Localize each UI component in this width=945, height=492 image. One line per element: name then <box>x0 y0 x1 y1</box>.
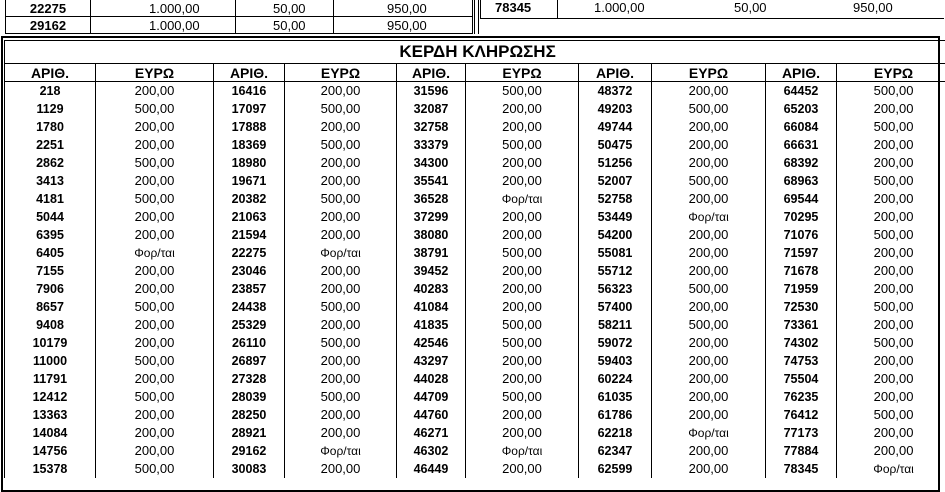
number-cell: 31596 <box>397 82 466 101</box>
table-row <box>5 352 945 370</box>
number-cell: 62218 <box>579 424 652 442</box>
amount-cell: 500,00 <box>466 334 579 352</box>
amount-cell: 200,00 <box>466 208 579 226</box>
number-cell: 17888 <box>214 118 285 136</box>
amount-cell: 500,00 <box>96 154 214 172</box>
number-cell: 68392 <box>766 154 837 172</box>
number-cell: 71678 <box>766 262 837 280</box>
table-row <box>5 100 945 118</box>
amount-cell: 200,00 <box>96 172 214 190</box>
table-row <box>5 316 945 334</box>
amount-cell: 500,00 <box>837 172 945 190</box>
number-cell: 24438 <box>214 298 285 316</box>
amount-cell: 200,00 <box>652 442 766 460</box>
header-amount: ΕΥΡΩ <box>652 64 766 82</box>
number-cell: 32087 <box>397 100 466 118</box>
amount-cell: 500,00 <box>96 190 214 208</box>
amount-cell: 500,00 <box>652 280 766 298</box>
amount-cell: Φορ/ται <box>466 190 579 208</box>
amount-cell: 200,00 <box>285 154 397 172</box>
amount-cell: 1.000,00 <box>91 0 236 17</box>
amount-cell: 500,00 <box>466 316 579 334</box>
table-row <box>5 442 945 460</box>
number-cell: 6395 <box>5 226 96 244</box>
amount-cell: 200,00 <box>96 406 214 424</box>
amount-cell: 500,00 <box>285 388 397 406</box>
amount-cell: 200,00 <box>652 226 766 244</box>
table-row <box>5 388 945 406</box>
number-cell: 53449 <box>579 208 652 226</box>
number-cell: 44028 <box>397 370 466 388</box>
amount-cell: 200,00 <box>96 118 214 136</box>
number-cell: 2251 <box>5 136 96 154</box>
number-cell: 3413 <box>5 172 96 190</box>
number-cell: 61035 <box>579 388 652 406</box>
number-cell: 8657 <box>5 298 96 316</box>
number-cell: 52007 <box>579 172 652 190</box>
amount-cell: 200,00 <box>285 352 397 370</box>
table-row <box>5 82 945 101</box>
table-row <box>5 406 945 424</box>
table-row <box>5 190 945 208</box>
amount-cell: 200,00 <box>652 262 766 280</box>
amount-cell: 200,00 <box>837 424 945 442</box>
amount-cell: 200,00 <box>837 190 945 208</box>
number-cell: 66084 <box>766 118 837 136</box>
table-row <box>5 226 945 244</box>
amount-cell: 200,00 <box>466 118 579 136</box>
amount-cell: 200,00 <box>466 280 579 298</box>
number-cell: 14084 <box>5 424 96 442</box>
number-cell: 62347 <box>579 442 652 460</box>
table-row <box>6 0 473 17</box>
amount-cell: 200,00 <box>96 82 214 101</box>
number-cell: 62599 <box>579 460 652 478</box>
number-cell: 26897 <box>214 352 285 370</box>
number-cell: 71076 <box>766 226 837 244</box>
number-cell: 70295 <box>766 208 837 226</box>
amount-cell: 200,00 <box>96 442 214 460</box>
amount-cell: 200,00 <box>96 334 214 352</box>
table-row <box>5 136 945 154</box>
number-cell: 65203 <box>766 100 837 118</box>
amount-cell: 200,00 <box>96 370 214 388</box>
number-cell: 9408 <box>5 316 96 334</box>
number-cell: 1780 <box>5 118 96 136</box>
number-cell: 76235 <box>766 388 837 406</box>
number-cell: 25329 <box>214 316 285 334</box>
number-cell: 78345 <box>495 0 531 16</box>
number-cell: 18980 <box>214 154 285 172</box>
amount-cell: 500,00 <box>837 298 945 316</box>
number-cell: 7906 <box>5 280 96 298</box>
number-cell: 37299 <box>397 208 466 226</box>
number-cell: 55712 <box>579 262 652 280</box>
amount-cell: Φορ/ται <box>96 244 214 262</box>
amount-cell: 500,00 <box>96 100 214 118</box>
number-cell: 27328 <box>214 370 285 388</box>
number-cell: 57400 <box>579 298 652 316</box>
amount-cell: 200,00 <box>285 226 397 244</box>
amount-cell: 50,00 <box>236 0 334 17</box>
number-cell: 49203 <box>579 100 652 118</box>
amount-cell: 200,00 <box>285 316 397 334</box>
number-cell: 32758 <box>397 118 466 136</box>
amount-cell: 200,00 <box>652 298 766 316</box>
table-row <box>5 298 945 316</box>
number-cell: 18369 <box>214 136 285 154</box>
number-cell: 44709 <box>397 388 466 406</box>
number-cell: 14756 <box>5 442 96 460</box>
amount-cell: 500,00 <box>285 190 397 208</box>
header-number: ΑΡΙΘ. <box>766 64 837 82</box>
amount-cell: 200,00 <box>285 460 397 478</box>
number-cell: 30083 <box>214 460 285 478</box>
amount-cell: 200,00 <box>285 208 397 226</box>
number-cell: 72530 <box>766 298 837 316</box>
amount-cell: 1.000,00 <box>594 0 645 16</box>
amount-cell: 200,00 <box>285 262 397 280</box>
number-cell: 46302 <box>397 442 466 460</box>
number-cell: 75504 <box>766 370 837 388</box>
header-number: ΑΡΙΘ. <box>579 64 652 82</box>
number-cell: 21594 <box>214 226 285 244</box>
amount-cell: 200,00 <box>466 298 579 316</box>
number-cell: 54200 <box>579 226 652 244</box>
amount-cell: 950,00 <box>334 0 473 17</box>
number-cell: 50475 <box>579 136 652 154</box>
number-cell: 46271 <box>397 424 466 442</box>
number-cell: 59403 <box>579 352 652 370</box>
number-cell: 35541 <box>397 172 466 190</box>
number-cell: 76412 <box>766 406 837 424</box>
amount-cell: 200,00 <box>652 334 766 352</box>
number-cell: 2862 <box>5 154 96 172</box>
amount-cell: 200,00 <box>652 244 766 262</box>
header-row <box>5 64 945 82</box>
number-cell: 71597 <box>766 244 837 262</box>
number-cell: 64452 <box>766 82 837 101</box>
number-cell: 26110 <box>214 334 285 352</box>
amount-cell: 1.000,00 <box>91 17 236 34</box>
number-cell: 17097 <box>214 100 285 118</box>
amount-cell: 200,00 <box>466 226 579 244</box>
number-cell: 33379 <box>397 136 466 154</box>
table-title: ΚΕΡΔΗ ΚΛΗΡΩΣΗΣ <box>5 41 945 64</box>
number-cell: 69544 <box>766 190 837 208</box>
number-cell: 4181 <box>5 190 96 208</box>
number-cell: 40283 <box>397 280 466 298</box>
amount-cell: 200,00 <box>96 136 214 154</box>
amount-cell: 50,00 <box>236 17 334 34</box>
table-row <box>5 334 945 352</box>
number-cell: 44760 <box>397 406 466 424</box>
table-row <box>5 208 945 226</box>
amount-cell: 50,00 <box>734 0 767 16</box>
amount-cell: 200,00 <box>466 370 579 388</box>
number-cell: 48372 <box>579 82 652 101</box>
amount-cell: 200,00 <box>652 118 766 136</box>
previous-table-right <box>480 0 944 19</box>
number-cell: 12412 <box>5 388 96 406</box>
number-cell: 42546 <box>397 334 466 352</box>
table-row <box>5 262 945 280</box>
amount-cell: 200,00 <box>285 406 397 424</box>
amount-cell: 200,00 <box>837 352 945 370</box>
amount-cell: 200,00 <box>96 280 214 298</box>
amount-cell: 200,00 <box>96 226 214 244</box>
header-number: ΑΡΙΘ. <box>5 64 96 82</box>
number-cell: 68963 <box>766 172 837 190</box>
amount-cell: 500,00 <box>96 460 214 478</box>
amount-cell: 500,00 <box>837 406 945 424</box>
amount-cell: 200,00 <box>466 100 579 118</box>
amount-cell: 200,00 <box>466 424 579 442</box>
amount-cell: 500,00 <box>466 136 579 154</box>
amount-cell: 200,00 <box>652 136 766 154</box>
amount-cell: 200,00 <box>837 388 945 406</box>
number-cell: 52758 <box>579 190 652 208</box>
amount-cell: 200,00 <box>652 190 766 208</box>
amount-cell: 200,00 <box>96 262 214 280</box>
amount-cell: 200,00 <box>285 370 397 388</box>
amount-cell: 200,00 <box>466 460 579 478</box>
previous-table-fragment <box>0 0 945 34</box>
number-cell: 28250 <box>214 406 285 424</box>
amount-cell: 950,00 <box>853 0 893 16</box>
number-cell: 60224 <box>579 370 652 388</box>
amount-cell: 500,00 <box>466 388 579 406</box>
amount-cell: 200,00 <box>652 154 766 172</box>
number-cell: 66631 <box>766 136 837 154</box>
header-amount: ΕΥΡΩ <box>466 64 579 82</box>
amount-cell: 200,00 <box>837 100 945 118</box>
number-cell: 46449 <box>397 460 466 478</box>
number-cell: 218 <box>5 82 96 101</box>
amount-cell: 500,00 <box>837 226 945 244</box>
number-cell: 36528 <box>397 190 466 208</box>
amount-cell: 500,00 <box>652 316 766 334</box>
number-cell: 22275 <box>214 244 285 262</box>
number-cell: 73361 <box>766 316 837 334</box>
amount-cell: 200,00 <box>652 406 766 424</box>
number-cell: 28039 <box>214 388 285 406</box>
table-row <box>5 118 945 136</box>
amount-cell: Φορ/ται <box>466 442 579 460</box>
header-amount: ΕΥΡΩ <box>96 64 214 82</box>
table-row <box>5 172 945 190</box>
header-amount: ΕΥΡΩ <box>837 64 945 82</box>
amount-cell: 200,00 <box>652 352 766 370</box>
amount-cell: 500,00 <box>96 388 214 406</box>
number-cell: 61786 <box>579 406 652 424</box>
number-cell: 38080 <box>397 226 466 244</box>
amount-cell: 500,00 <box>837 118 945 136</box>
number-cell: 29162 <box>214 442 285 460</box>
amount-cell: 200,00 <box>652 388 766 406</box>
amount-cell: 200,00 <box>837 136 945 154</box>
number-cell: 19671 <box>214 172 285 190</box>
amount-cell: 950,00 <box>334 17 473 34</box>
amount-cell: Φορ/ται <box>837 460 945 478</box>
table-row <box>5 244 945 262</box>
amount-cell: 500,00 <box>285 298 397 316</box>
amount-cell: 200,00 <box>652 460 766 478</box>
amount-cell: 500,00 <box>96 298 214 316</box>
amount-cell: 500,00 <box>285 100 397 118</box>
table-row <box>5 424 945 442</box>
amount-cell: 500,00 <box>285 334 397 352</box>
amount-cell: 200,00 <box>652 370 766 388</box>
amount-cell: 200,00 <box>837 316 945 334</box>
table-row <box>5 460 945 478</box>
number-cell: 1129 <box>5 100 96 118</box>
number-cell: 39452 <box>397 262 466 280</box>
amount-cell: 200,00 <box>285 280 397 298</box>
number-cell: 43297 <box>397 352 466 370</box>
number-cell: 5044 <box>5 208 96 226</box>
table-row <box>5 154 945 172</box>
table-row <box>5 280 945 298</box>
amount-cell: 200,00 <box>96 208 214 226</box>
amount-cell: 200,00 <box>466 406 579 424</box>
amount-cell: 500,00 <box>837 334 945 352</box>
amount-cell: Φορ/ται <box>285 442 397 460</box>
number-cell: 11000 <box>5 352 96 370</box>
amount-cell: 200,00 <box>285 424 397 442</box>
header-amount: ΕΥΡΩ <box>285 64 397 82</box>
amount-cell: 500,00 <box>837 82 945 101</box>
amount-cell: Φορ/ται <box>285 244 397 262</box>
number-cell: 16416 <box>214 82 285 101</box>
number-cell: 71959 <box>766 280 837 298</box>
divider <box>557 0 558 18</box>
number-cell: 13363 <box>5 406 96 424</box>
number-cell: 6405 <box>5 244 96 262</box>
amount-cell: 200,00 <box>285 82 397 101</box>
number-cell: 21063 <box>214 208 285 226</box>
amount-cell: 200,00 <box>837 280 945 298</box>
amount-cell: 200,00 <box>285 172 397 190</box>
number-cell: 28921 <box>214 424 285 442</box>
number-cell: 77173 <box>766 424 837 442</box>
amount-cell: 500,00 <box>652 172 766 190</box>
number-cell: 51256 <box>579 154 652 172</box>
number-cell: 77884 <box>766 442 837 460</box>
number-cell: 29162 <box>6 17 91 34</box>
number-cell: 41835 <box>397 316 466 334</box>
double-divider <box>474 0 479 34</box>
amount-cell: 500,00 <box>96 352 214 370</box>
number-cell: 49744 <box>579 118 652 136</box>
amount-cell: 200,00 <box>466 352 579 370</box>
amount-cell: 200,00 <box>285 118 397 136</box>
table-row <box>6 17 473 34</box>
number-cell: 74302 <box>766 334 837 352</box>
header-number: ΑΡΙΘ. <box>397 64 466 82</box>
amount-cell: Φορ/ται <box>652 208 766 226</box>
amount-cell: 200,00 <box>837 154 945 172</box>
amount-cell: 500,00 <box>285 136 397 154</box>
prize-table <box>4 40 945 478</box>
amount-cell: Φορ/ται <box>652 424 766 442</box>
number-cell: 7155 <box>5 262 96 280</box>
number-cell: 58211 <box>579 316 652 334</box>
number-cell: 55081 <box>579 244 652 262</box>
amount-cell: 200,00 <box>837 208 945 226</box>
table-row <box>5 370 945 388</box>
header-number: ΑΡΙΘ. <box>214 64 285 82</box>
number-cell: 34300 <box>397 154 466 172</box>
number-cell: 11791 <box>5 370 96 388</box>
number-cell: 38791 <box>397 244 466 262</box>
amount-cell: 200,00 <box>837 262 945 280</box>
number-cell: 23857 <box>214 280 285 298</box>
number-cell: 59072 <box>579 334 652 352</box>
amount-cell: 200,00 <box>652 82 766 101</box>
amount-cell: 500,00 <box>466 82 579 101</box>
amount-cell: 200,00 <box>837 244 945 262</box>
number-cell: 56323 <box>579 280 652 298</box>
number-cell: 20382 <box>214 190 285 208</box>
amount-cell: 500,00 <box>652 100 766 118</box>
amount-cell: 200,00 <box>96 424 214 442</box>
amount-cell: 200,00 <box>837 442 945 460</box>
amount-cell: 200,00 <box>466 154 579 172</box>
amount-cell: 200,00 <box>837 370 945 388</box>
amount-cell: 200,00 <box>96 316 214 334</box>
number-cell: 15378 <box>5 460 96 478</box>
amount-cell: 200,00 <box>466 172 579 190</box>
number-cell: 22275 <box>6 0 91 17</box>
number-cell: 10179 <box>5 334 96 352</box>
amount-cell: 500,00 <box>466 244 579 262</box>
previous-table-left <box>5 0 473 34</box>
number-cell: 41084 <box>397 298 466 316</box>
number-cell: 23046 <box>214 262 285 280</box>
number-cell: 78345 <box>766 460 837 478</box>
number-cell: 74753 <box>766 352 837 370</box>
amount-cell: 200,00 <box>466 262 579 280</box>
